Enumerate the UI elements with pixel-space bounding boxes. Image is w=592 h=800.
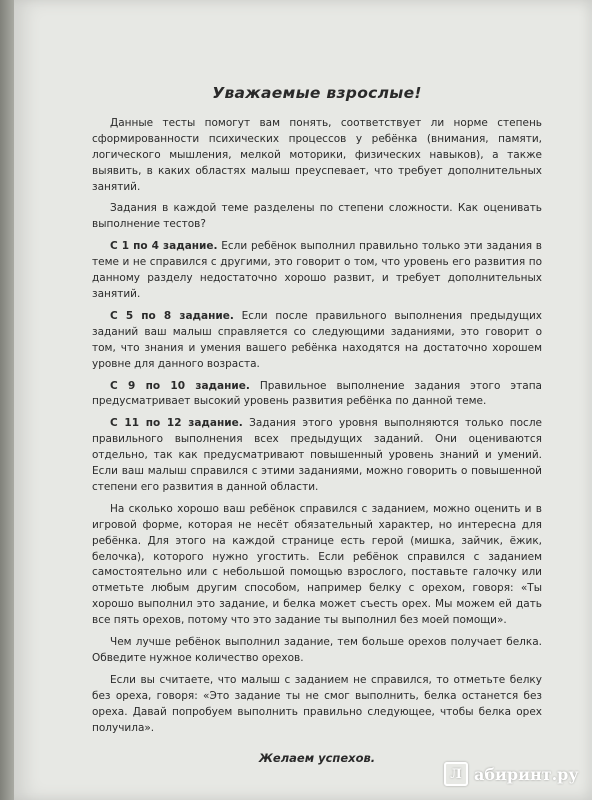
level-paragraph xyxy=(92,416,542,496)
intro-paragraph: Данные тесты помогут вам понять, соответствует ли норме степень сформированности психических процессов у ребёнка (внимания, памяти, логического мышления, мелкой моторики, физических навыков), а также выявить, в каких областях малыш преуспевает, что требует дополнительных занятий. xyxy=(92,116,542,193)
level-heading: С 1 по 4 задание. xyxy=(110,240,218,253)
labirint-watermark xyxy=(444,762,579,786)
watermark-text: абиринт.ру xyxy=(474,764,579,784)
page-content xyxy=(92,70,542,766)
level-heading: С 11 по 12 задание. xyxy=(110,417,243,430)
level-text: Задания этого уровня выполняются только после правильного выполнения всех предыдущих заданий. Они оцениваются отдельно, так как предусматривают повышенный уровень знаний и умений. Если ваш малыш справился с этими заданиями, можно говорить о повышенной степени его развития в данной области. xyxy=(92,417,542,493)
level-heading: С 5 по 8 задание. xyxy=(110,309,234,322)
book-page xyxy=(14,0,592,800)
level-text: Если после правильного выполнения предыдущих заданий ваш малыш справляется со следующими заданиями, это говорит о том, что знания и умения вашего ребёнка находятся на достаточно хорошем уровне для данного возраста. xyxy=(92,309,542,370)
level-paragraph xyxy=(92,309,542,373)
level-text: Правильное выполнение задания этого этапа предусматривает высокий уровень развития ребёнка по данной теме. xyxy=(92,379,542,408)
page-title: Уважаемые взрослые! xyxy=(212,84,422,102)
labirint-logo-icon: Л xyxy=(444,762,468,786)
level-paragraph xyxy=(92,379,542,411)
page-edge xyxy=(0,0,14,800)
fail-paragraph: Если вы считаете, что малыш с заданием не справился, то отметьте белку без ореха, говоря: «Это задание ты не смог выполнить, белка останется без ореха. Давай попробуем выполнить правильно следующее, чтобы белка орех получила». xyxy=(92,673,542,734)
level-text: Если ребёнок выполнил правильно только эти задания в теме и не справился с другими, это говорит о том, что уровень его развития по данному разделу недостаточно хорошо развит, и требует дополнительных занятий. xyxy=(92,240,542,300)
level-heading: С 9 по 10 задание. xyxy=(110,379,250,392)
closing-wish: Желаем успехов. xyxy=(258,750,376,765)
question-paragraph: Задания в каждой теме разделены по степени сложности. Как оценивать выполнение тестов? xyxy=(92,202,542,231)
game-paragraph: На сколько хорошо ваш ребёнок справился с заданием, можно оценить и в игровой форме, которая не несёт обязательный характер, но интересна для ребёнка. Для этого на каждой странице есть герой (мишка, зайчик, ёжик, белочка), которого нужно угостить. Если ребёнок справился с заданием самостоятельно или с небольшой помощью взрослого, поставьте галочку или отметьте любым другим способом, например белку с орехом, говоря: «Ты хорошо выполнил это задание, и белка может съесть орех. Мы можем ей дать все пять орехов, потому что это задание ты выполнил без моей помощи». xyxy=(92,502,542,627)
level-paragraph xyxy=(92,239,542,303)
nuts-paragraph: Чем лучше ребёнок выполнил задание, тем больше орехов получает белка. Обведите нужное количество орехов. xyxy=(92,636,542,664)
